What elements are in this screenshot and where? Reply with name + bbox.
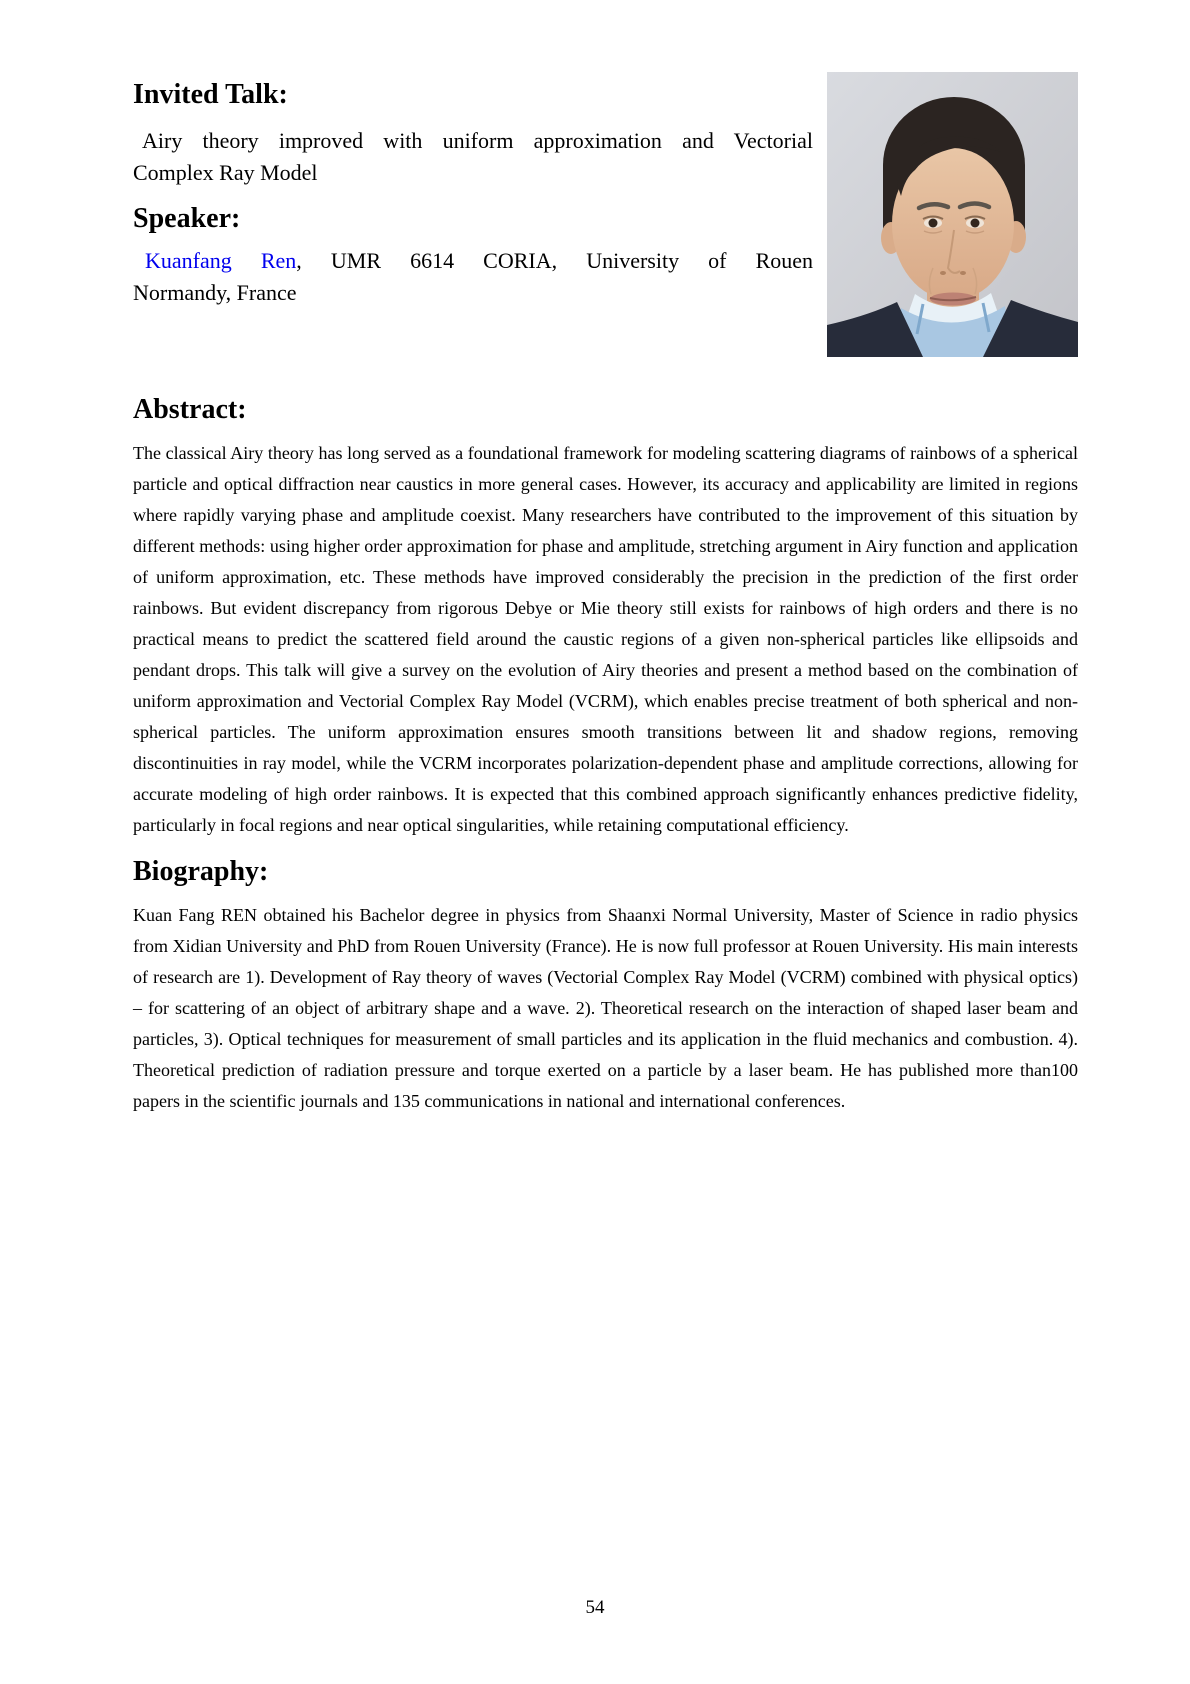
abstract-body: The classical Airy theory has long served as a foundational framework for modeling scattering diagrams of rainbows of a spherical particle and optical diffraction near caustics in more general cases. However, its accuracy and applicability are limited in regions where rapidly varying phase and amplitude coexist. Many researchers have contributed to the improvement of this situation by different methods: using higher order approximation for phase and amplitude, stretching argument in Airy function and application of uniform approximation, etc. These methods have improved considerably the precision in the prediction of the first order rainbows. But evident discrepancy from rigorous Debye or Mie theory still exists for rainbows of high orders and there is no practical means to predict the scattered field around the caustic regions of a given non-spherical particles like ellipsoids and pendant drops. This talk will give a survey on the evolution of Airy theories and present a method based on the combination of uniform approximation and Vectorial Complex Ray Model (VCRM), which enables precise treatment of both spherical and non-spherical particles. The uniform approximation ensures smooth transitions between lit and shadow regions, removing discontinuities in ray model, while the VCRM incorporates polarization-dependent phase and amplitude corrections, allowing for accurate modeling of high order rainbows. It is expected that this combined approach significantly enhances predictive fidelity, particularly in focal regions and near optical singularities, while retaining computational efficiency. xyxy=(133,443,1078,835)
speaker-line-1 xyxy=(133,245,813,277)
biography-heading: Biography: xyxy=(133,856,269,887)
speaker-portrait-illustration xyxy=(827,72,1078,357)
talk-and-speaker-column xyxy=(133,0,813,309)
biography-body: Kuan Fang REN obtained his Bachelor degree in physics from Shaanxi Normal University, Master of Science in radio physics from Xidian University and PhD from Rouen University (France). He is now full professor at Rouen University. His main interests of research are 1). Development of Ray theory of waves (Vectorial Complex Ray Model (VCRM) combined with physical optics) – for scattering of an object of arbitrary shape and a wave. 2). Theoretical research on the interaction of shaped laser beam and particles, 3). Optical techniques for measurement of small particles and its application in the fluid mechanics and combustion. 4). Theoretical prediction of radiation pressure and torque exerted on a particle by a laser beam. He has published more than100 papers in the scientific journals and 135 communications in national and international conferences. xyxy=(133,905,1078,1111)
speaker-name-link[interactable]: Kuanfang Ren xyxy=(145,248,297,273)
page-number: 54 xyxy=(585,1597,605,1618)
speaker-photo xyxy=(827,72,1078,357)
invited-talk-heading: Invited Talk: xyxy=(133,79,288,110)
talk-title-line-2: Complex Ray Model xyxy=(133,160,318,185)
document-body xyxy=(133,0,1078,1117)
speaker-heading: Speaker: xyxy=(133,203,241,234)
header-section xyxy=(133,0,1078,357)
abstract-heading: Abstract: xyxy=(133,394,247,425)
speaker-affiliation-line-1: , UMR 6614 CORIA, University of Rouen xyxy=(296,248,814,273)
speaker-affiliation-line-2: Normandy, France xyxy=(133,280,297,305)
talk-title-line-1: Airy theory improved with uniform approximation and Vectorial xyxy=(142,128,813,153)
